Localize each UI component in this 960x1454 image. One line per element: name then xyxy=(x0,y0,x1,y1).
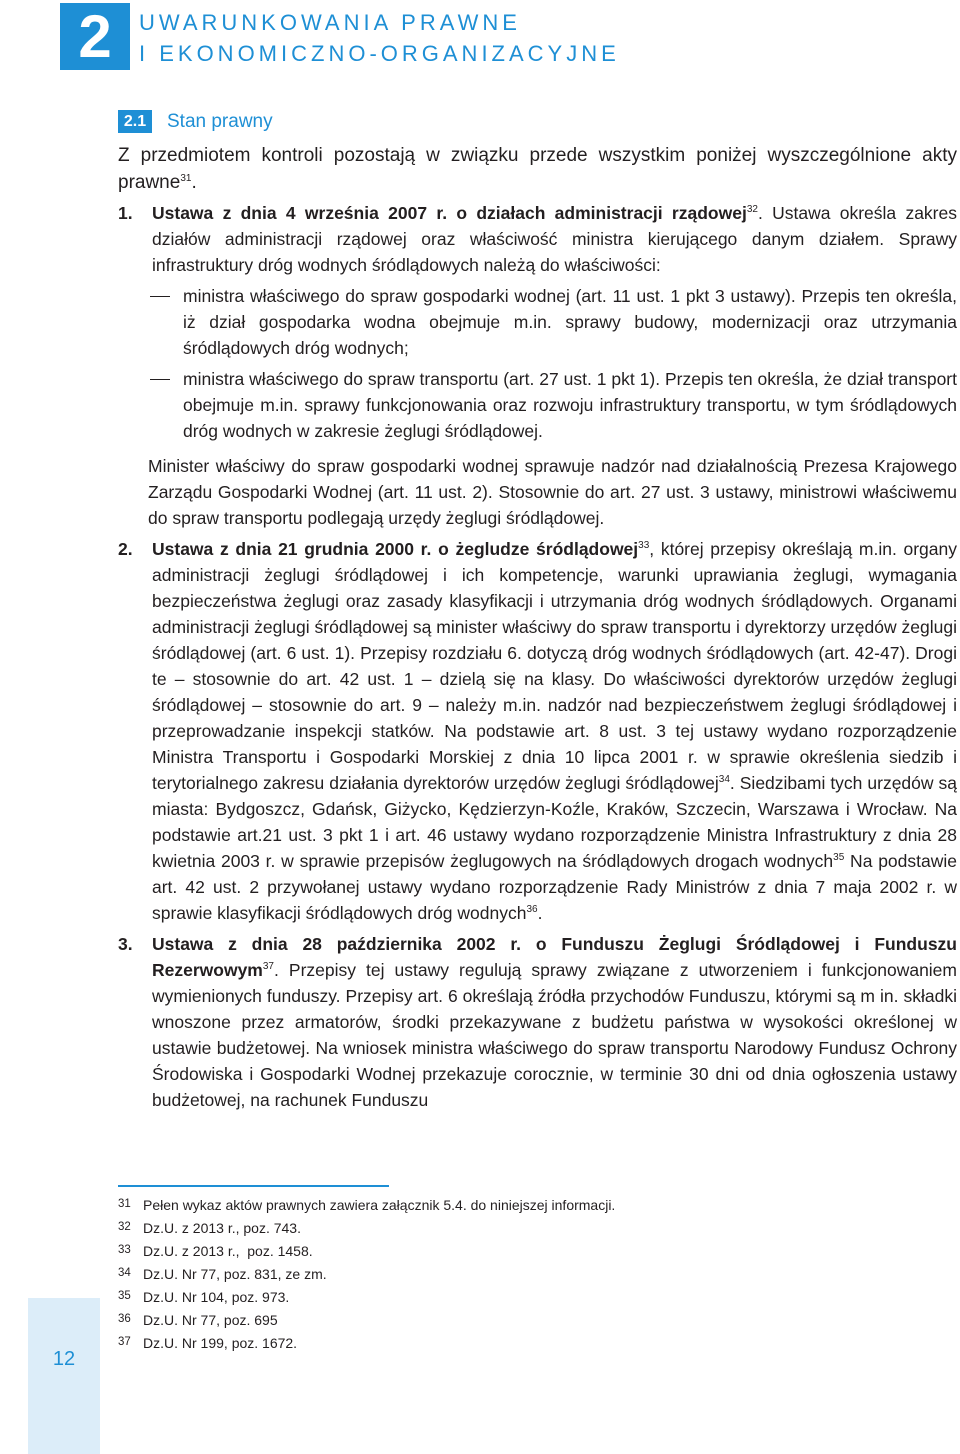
item-body xyxy=(152,536,957,926)
footnote-text: Dz.U. Nr 104, poz. 973. xyxy=(143,1289,290,1305)
list-dash-marker xyxy=(150,296,170,297)
footnote-text: Pełen wykaz aktów prawnych zawiera załącznik 5.4. do niniejszej informacji. xyxy=(143,1197,616,1213)
legal-act-item xyxy=(118,931,957,1113)
footnote-text: Dz.U. z 2013 r., poz. 743. xyxy=(143,1220,301,1236)
item-text: . Siedzibami tych urzędów są miasta: Bydgoszcz, Gdańsk, Giżycko, Kędzierzyn-Koźle, Kraków, Szczecin, Warszawa i Wrocław. Na podstawie art.21 ust. 3 pkt 1 i art. 46 ustawy wydano rozporządzenie Ministra Infrastruktury z dnia 28 kwietnia 2003 r. w sprawie przepisów żeglugowych na śródlądowych drogach wodnych xyxy=(152,773,957,871)
footnote-number: 37 xyxy=(118,1336,131,1348)
item-text: Na podstawie art. 42 ust. 2 przywołanej ustawy wydano rozporządzenie Rady Ministrów z dnia 7 maja 2002 r. w sprawie klasyfikacji śródlądowych dróg wodnych xyxy=(152,851,957,923)
footnote-separator xyxy=(118,1185,389,1187)
item-number: 1. xyxy=(118,203,133,223)
footnote xyxy=(118,1240,898,1263)
item-number: 3. xyxy=(118,934,133,954)
footnote xyxy=(118,1332,898,1355)
dash-list-item xyxy=(152,366,957,444)
page-number: 12 xyxy=(52,1348,76,1370)
footnote-ref: 34 xyxy=(718,774,730,785)
item-paragraph xyxy=(152,200,957,278)
footnote-text: Dz.U. Nr 199, poz. 1672. xyxy=(143,1335,298,1351)
chapter-title-line-2: I EKONOMICZNO-ORGANIZACYJNE xyxy=(139,41,620,66)
act-title: Ustawa z dnia 21 grudnia 2000 r. o żegludze śródlądowej xyxy=(152,539,639,559)
footnote xyxy=(118,1309,898,1332)
item-text: . xyxy=(537,903,543,923)
chapter-title-line-1: UWARUNKOWANIA PRAWNE xyxy=(139,10,521,35)
footnote-ref: 31 xyxy=(180,173,192,184)
dash-list-item-text: ministra właściwego do spraw gospodarki wodnej (art. 11 ust. 1 pkt 3 ustawy). Przepis ten określa, iż dział gospodarka wodna obejmuje m.in. sprawy budowy, modernizacji oraz utrzymania śródlądowych dróg wodnych; xyxy=(183,286,957,358)
page-number-box xyxy=(28,1298,100,1454)
act-title: Ustawa z dnia 28 października 2002 r. o Funduszu Żeglugi Śródlądowej i Funduszu Rezerwowym xyxy=(152,934,957,980)
chapter-number: 2 xyxy=(78,2,112,70)
footnotes xyxy=(118,1194,898,1355)
footnote-ref: 37 xyxy=(262,961,274,972)
item-number: 2. xyxy=(118,539,133,559)
list-dash-marker xyxy=(150,379,170,380)
section-title: Stan prawny xyxy=(167,111,273,132)
footnote xyxy=(118,1263,898,1286)
item-body xyxy=(152,931,957,1113)
footnote-ref: 35 xyxy=(833,852,845,863)
footnote-number: 31 xyxy=(118,1198,131,1210)
dash-list-item xyxy=(152,283,957,361)
item-text: . Ustawa określa zakres działów administracji rządowej oraz właściwość ministra kierującego danym działem. Sprawy infrastruktury dróg wodnych śródlądowych należą do właściwości: xyxy=(152,203,957,275)
intro-tail: . xyxy=(191,172,197,193)
footnote-number: 32 xyxy=(118,1221,131,1233)
item-paragraph xyxy=(152,536,957,926)
section-number: 2.1 xyxy=(118,110,152,133)
footnote-number: 34 xyxy=(118,1267,131,1279)
chapter-title xyxy=(139,7,620,69)
intro-text: Z przedmiotem kontroli pozostają w związku przede wszystkim poniżej wyszczególnione akty prawne xyxy=(118,145,957,193)
footnote-number: 33 xyxy=(118,1244,131,1256)
item-body xyxy=(148,200,957,531)
act-title: Ustawa z dnia 4 września 2007 r. o działach administracji rządowej xyxy=(152,203,747,223)
footnote xyxy=(118,1194,898,1217)
legal-act-item xyxy=(118,200,957,531)
legal-act-item xyxy=(118,536,957,926)
footnote-ref: 32 xyxy=(746,204,758,215)
item-paragraph xyxy=(152,931,957,1113)
footnote-text: Dz.U. z 2013 r., poz. 1458. xyxy=(143,1243,313,1259)
section-heading xyxy=(118,110,273,133)
item-text: . Przepisy tej ustawy regulują sprawy związane z utworzeniem i funkcjonowaniem wymienionych funduszy. Przepisy art. 6 określają źródła przychodów Funduszu, którymi są m in. składki wnoszone przez armatorów, środki przekazywane z budżetu państwa w wysokości określonej w ustawie budżetowej. Na wniosek ministra właściwego do spraw transportu Narodowy Fundusz Ochrony Środowiska i Gospodarki Wodnej przekazuje corocznie, w terminie 30 dni od dnia ogłoszenia ustawy budżetowej, na rachunek Funduszu xyxy=(152,960,957,1110)
main-content xyxy=(118,142,957,1113)
footnote-number: 36 xyxy=(118,1313,131,1325)
dash-list-item-text: ministra właściwego do spraw transportu (art. 27 ust. 1 pkt 1). Przepis ten określa, że dział transport obejmuje m.in. sprawy funkcjonowania oraz rozwoju infrastruktury transportu, w tym śródlądowych dróg wodnych w zakresie żeglugi śródlądowej. xyxy=(183,369,957,441)
item-note-paragraph: Minister właściwy do spraw gospodarki wodnej sprawuje nadzór nad działalnością Prezesa Krajowego Zarządu Gospodarki Wodnej (art. 11 ust. 2). Stosownie do art. 27 ust. 3 ustawy, ministrowi właściwemu do spraw transportu podlegają urzędy żeglugi śródlądowej. xyxy=(148,456,957,528)
intro-paragraph xyxy=(118,142,957,196)
footnote xyxy=(118,1217,898,1240)
footnote-text: Dz.U. Nr 77, poz. 695 xyxy=(143,1312,278,1328)
footnote xyxy=(118,1286,898,1309)
footnote-ref: 36 xyxy=(526,904,538,915)
chapter-number-box xyxy=(60,3,130,70)
footnote-number: 35 xyxy=(118,1290,131,1302)
footnote-ref: 33 xyxy=(638,540,650,551)
item-text: , której przepisy określają m.in. organy administracji żeglugi śródlądowej i ich kompetencje, warunki uprawiania żeglugi, wymagania bezpieczeństwa żeglugi oraz zasady klasyfikacji i utrzymania dróg wodnych śródlądowych. Organami administracji żeglugi śródlądowej są minister właściwy do spraw transportu i dyrektorzy urzędów żeglugi śródlądowej (art. 6 ust. 1). Przepisy rozdziału 6. dotyczą dróg wodnych śródlądowych (art. 42-47). Drogi te – stosownie do art. 42 ust. 1 – dzielą się na klasy. Do właściwości dyrektorów urzędów żeglugi śródlądowej – stosownie do art. 9 – należy m.in. nadzór nad bezpieczeństwem żeglugi śródlądowej i przeprowadzanie inspekcji statków. Na podstawie art. 8 ust. 3 tej ustawy wydano rozporządzenie Ministra Transportu i Gospodarki Morskiej z dnia 10 lipca 2001 r. w sprawie określenia siedzib i terytorialnego zakresu działania dyrektorów urzędów żeglugi śródlądowej xyxy=(152,539,958,793)
footnote-text: Dz.U. Nr 77, poz. 831, ze zm. xyxy=(143,1266,327,1282)
